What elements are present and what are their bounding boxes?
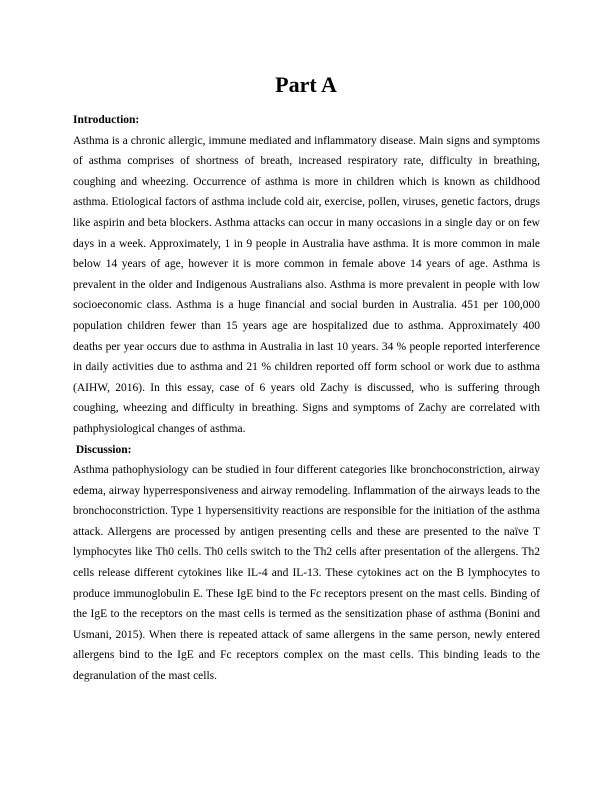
discussion-paragraph: Asthma pathophysiology can be studied in four different categories like bronchoconstriction, airway edema, airway hyperresponsiveness and airway remodeling. Inflammation of the airways leads to the bronchoconstriction. Type 1 hypersensitivity reactions are responsible for the initiation of the asthma attack. Allergens are processed by antigen presenting cells and these are presented to the naïve T lymphocytes like Th0 cells. Th0 cells switch to the Th2 cells after presentation of the allergens. Th2 cells release different cytokines like IL-4 and IL-13. These cytokines act on the B lymphocytes to produce immunoglobulin E. These IgE bind to the Fc receptors present on the mast cells. Binding of the IgE to the receptors on the mast cells is termed as the sensitization phase of asthma (Bonini and Usmani, 2015). When there is repeated attack of same allergens in the same person, newly entered allergens bind to the IgE and Fc receptors complex on the mast cells. This binding leads to the degranulation of the mast cells. — [73, 464, 540, 683]
introduction-section — [73, 110, 540, 440]
document-body — [73, 110, 540, 687]
introduction-paragraph: Asthma is a chronic allergic, immune mediated and inflammatory disease. Main signs and symptoms of asthma comprises of shortness of breath, increased respiratory rate, difficulty in breathing, coughing and wheezing. Occurrence of asthma is more in children which is known as childhood asthma. Etiological factors of asthma include cold air, exercise, pollen, viruses, genetic factors, drugs like aspirin and beta blockers. Asthma attacks can occur in many occasions in a single day or on few days in a week. Approximately, 1 in 9 people in Australia have asthma. It is more common in male below 14 years of age, however it is more common in female above 14 years of age. Asthma is prevalent in the older and Indigenous Australians also. Asthma is more prevalent in people with low socioeconomic class. Asthma is a huge financial and social burden in Australia. 451 per 100,000 population children fewer than 15 years age are hospitalized due to asthma. Approximately 400 deaths per year occurs due to asthma in Australia in last 10 years. 34 % people reported interference in daily activities due to asthma and 21 % children reported off form school or work due to asthma (AIHW, 2016). In this essay, case of 6 years old Zachy is discussed, who is suffering through coughing, wheezing and difficulty in breathing. Signs and symptoms of Zachy are correlated with pathphysiological changes of asthma. — [73, 134, 540, 435]
discussion-heading: Discussion: — [73, 443, 132, 456]
discussion-section — [73, 440, 540, 687]
introduction-heading: Introduction: — [73, 114, 140, 126]
page-title: Part A — [275, 72, 337, 97]
